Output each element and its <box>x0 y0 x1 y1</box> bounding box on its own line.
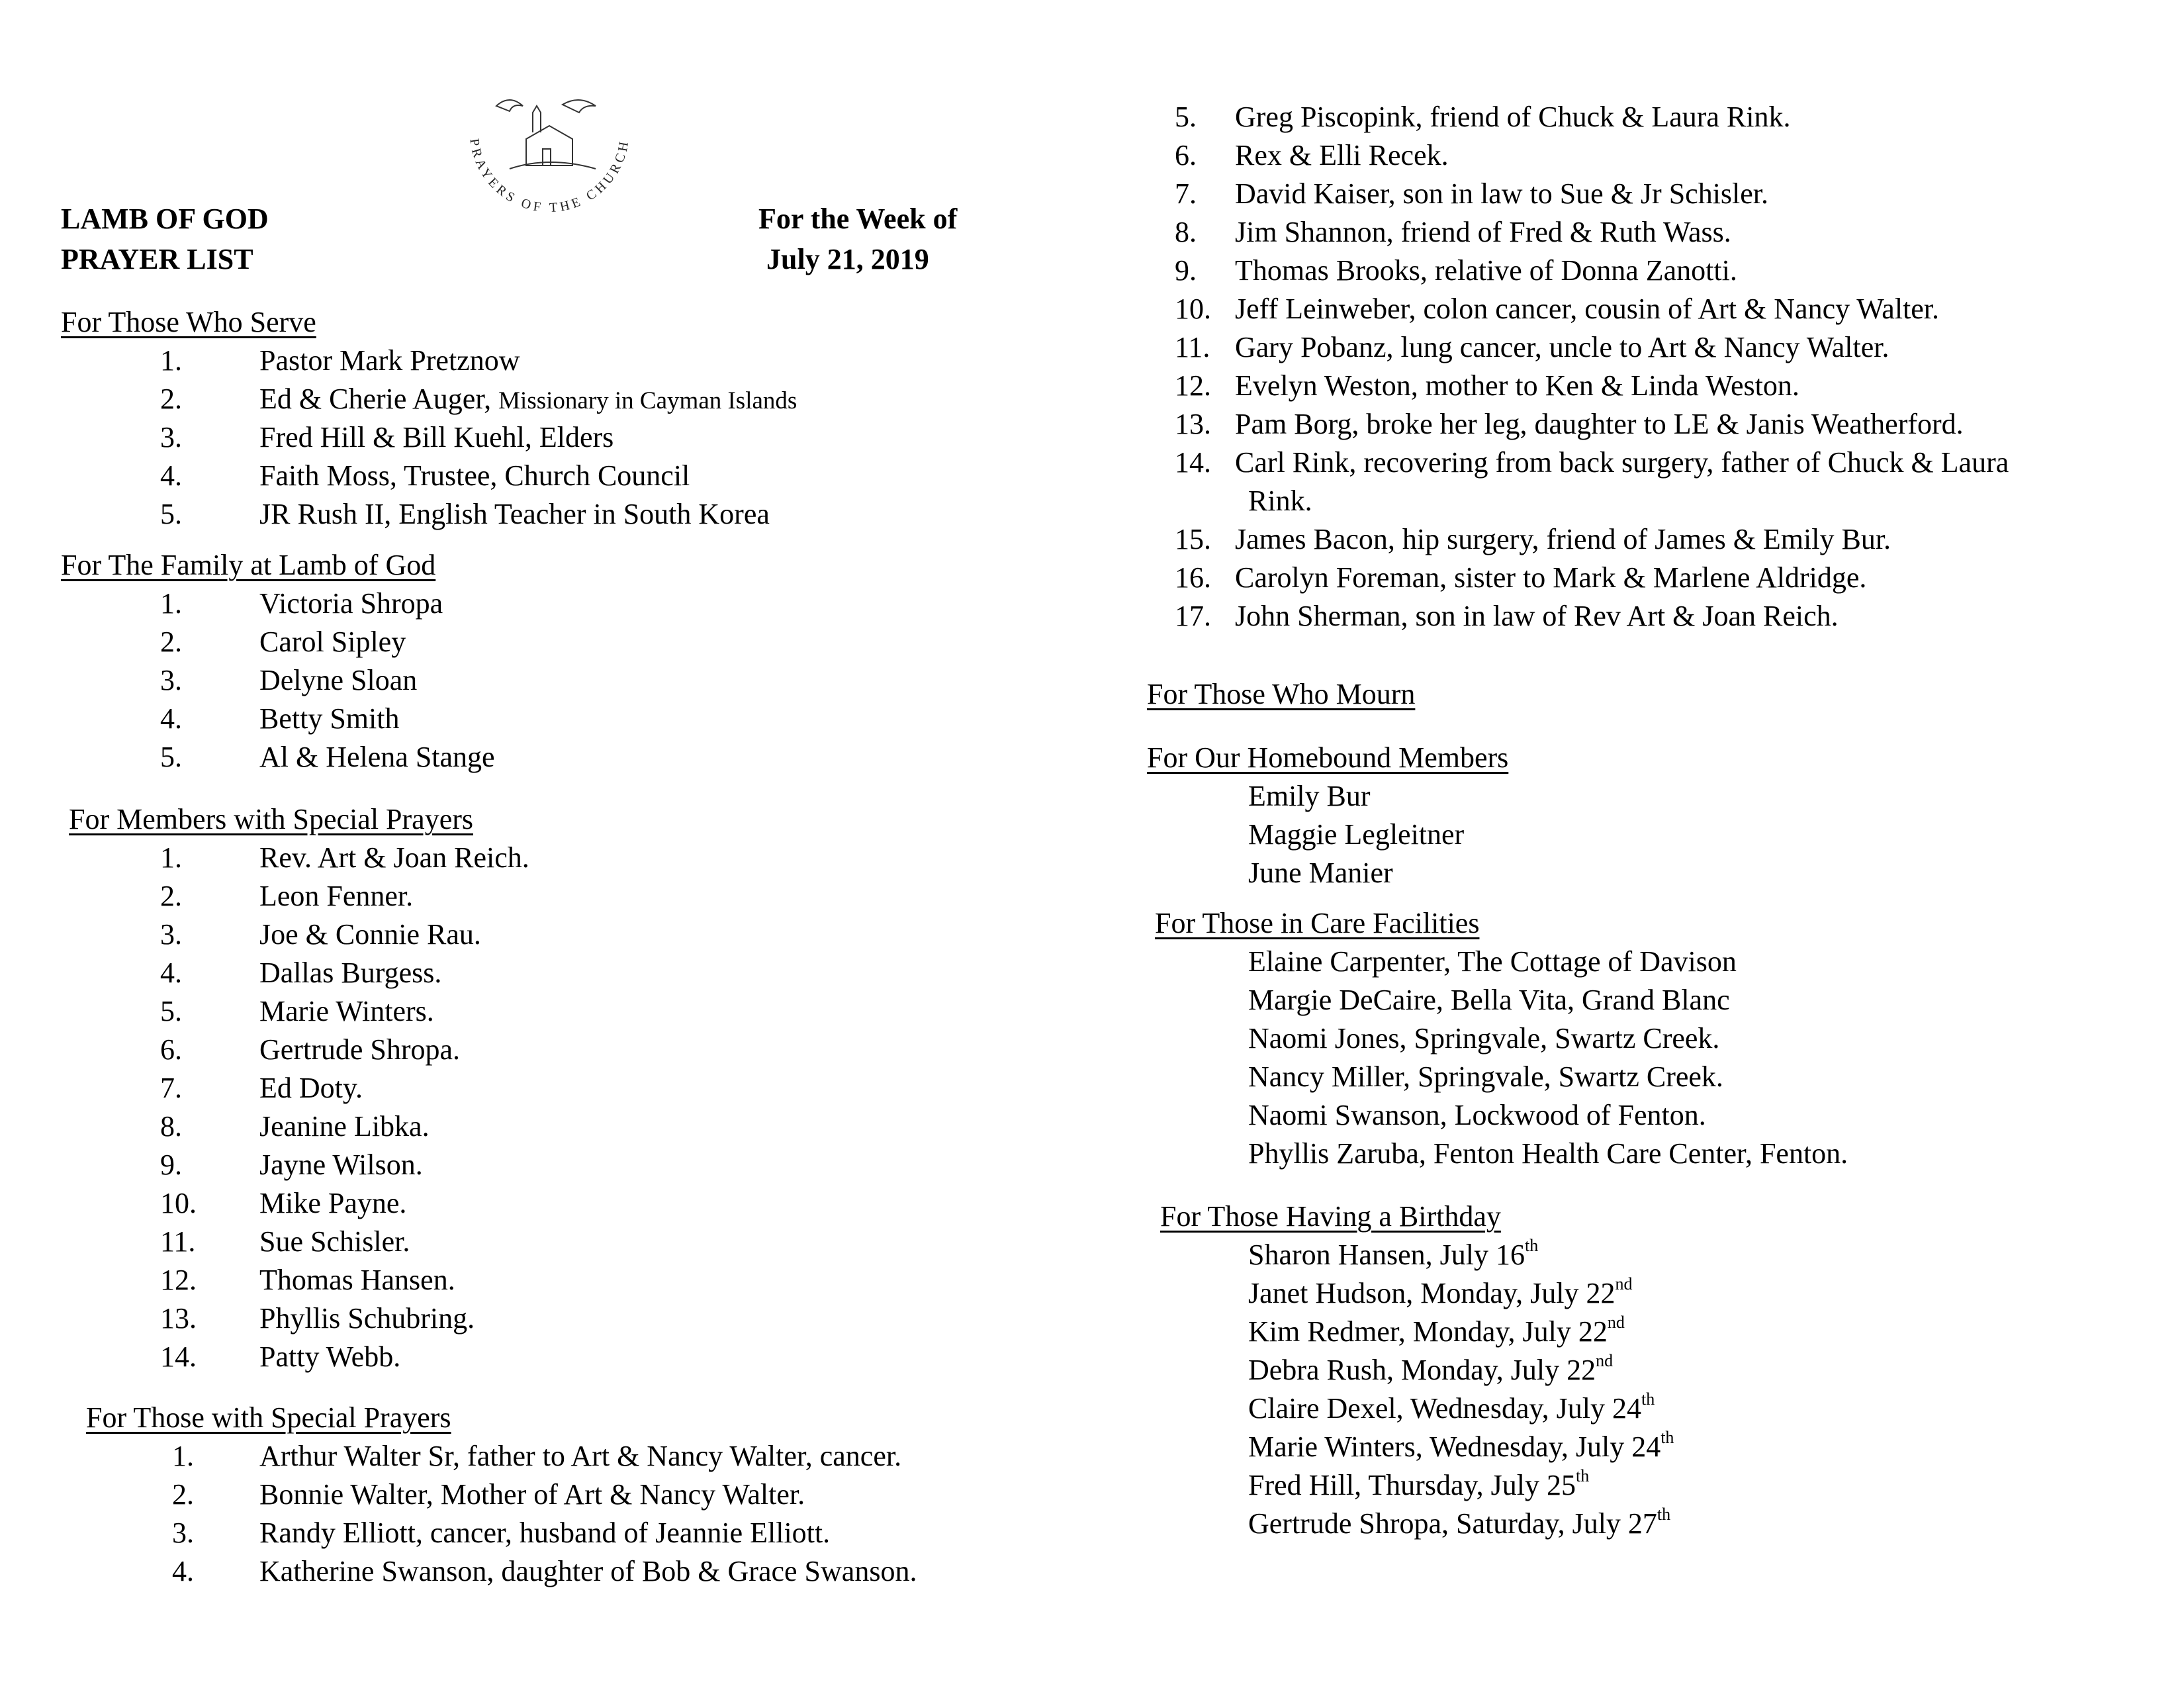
list-item-number: 4. <box>160 702 182 735</box>
week-label: For the Week of <box>758 203 958 235</box>
birthday-ordinal: nd <box>1615 1274 1633 1294</box>
list-item-number: 1. <box>160 587 182 620</box>
list-item-text: David Kaiser, son in law to Sue & Jr Schisler. <box>1235 177 1769 210</box>
birthday-text: Janet Hudson, Monday, July 22 <box>1248 1277 1615 1309</box>
list-item-number: 4. <box>160 459 182 492</box>
list-item-text: Bonnie Walter, Mother of Art & Nancy Walter. <box>259 1478 805 1511</box>
list-item-number: 17. <box>1175 600 1211 632</box>
section-heading-family: For The Family at Lamb of God <box>61 549 436 581</box>
list-item-number: 3. <box>160 918 182 951</box>
list-item-text: Ed Doty. <box>259 1072 363 1104</box>
list-item-number: 14. <box>1175 446 1211 479</box>
list-item-number: 10. <box>160 1187 197 1219</box>
list-item-number: 5. <box>160 995 182 1027</box>
list-item-number: 6. <box>160 1033 182 1066</box>
list-item-note: Missionary in Cayman Islands <box>498 387 797 414</box>
list-item-number: 1. <box>172 1440 194 1472</box>
section-heading-birthday: For Those Having a Birthday <box>1160 1200 1501 1233</box>
list-item-number: 1. <box>160 841 182 874</box>
list-item-text: Pam Borg, broke her leg, daughter to LE & Janis Weatherford. <box>1235 408 1964 440</box>
list-item-number: 2. <box>160 383 182 415</box>
list-item-text: Gertrude Shropa. <box>259 1033 461 1066</box>
list-item-text: Phyllis Schubring. <box>259 1302 475 1335</box>
section-heading-members: For Members with Special Prayers <box>69 803 473 835</box>
list-item-text: Al & Helena Stange <box>259 741 495 773</box>
list-item-text: Carol Sipley <box>259 626 406 658</box>
title-line1: LAMB OF GOD <box>61 203 269 235</box>
list-item-number: 7. <box>160 1072 182 1104</box>
list-item-number: 9. <box>1175 254 1197 287</box>
list-item-number: 7. <box>1175 177 1197 210</box>
section-heading-care: For Those in Care Facilities <box>1155 907 1480 939</box>
list-item-text: Joe & Connie Rau. <box>259 918 481 951</box>
list-item: June Manier <box>1248 857 1393 889</box>
week-date: July 21, 2019 <box>766 243 929 275</box>
list-item-text: JR Rush II, English Teacher in South Korea <box>259 498 770 530</box>
list-item-number: 2. <box>160 626 182 658</box>
list-item-number: 10. <box>1175 293 1211 325</box>
birthday-text: Sharon Hansen, July 16 <box>1248 1239 1525 1271</box>
birthday-ordinal: nd <box>1607 1313 1625 1333</box>
section-heading-homebound: For Our Homebound Members <box>1147 741 1509 774</box>
birthday-text: Fred Hill, Thursday, July 25 <box>1248 1469 1576 1501</box>
birthday-text: Marie Winters, Wednesday, July 24 <box>1248 1430 1661 1463</box>
list-item-text: Thomas Hansen. <box>259 1264 455 1296</box>
list-item <box>1248 1351 1614 1386</box>
list-item-number: 1. <box>160 344 182 377</box>
birthday-ordinal: th <box>1641 1389 1655 1409</box>
list-item-text: Mike Payne. <box>259 1187 407 1219</box>
list-item-number: 12. <box>1175 369 1211 402</box>
birthday-ordinal: th <box>1661 1428 1674 1448</box>
list-item-number: 12. <box>160 1264 197 1296</box>
list-item: Naomi Jones, Springvale, Swartz Creek. <box>1248 1022 1720 1055</box>
list-item: Margie DeCaire, Bella Vita, Grand Blanc <box>1248 984 1730 1016</box>
birthday-ordinal: th <box>1657 1505 1671 1524</box>
birthday-text: Kim Redmer, Monday, July 22 <box>1248 1315 1608 1348</box>
list-item-text: Jeanine Libka. <box>259 1110 430 1143</box>
list-item-number: 4. <box>160 957 182 989</box>
list-item-main: Ed & Cherie Auger, <box>259 383 499 415</box>
list-item-text: Jeff Leinweber, colon cancer, cousin of Art & Nancy Walter. <box>1235 293 1940 325</box>
list-item-number: 16. <box>1175 561 1211 594</box>
list-item-number: 8. <box>1175 216 1197 248</box>
list-item-text: Victoria Shropa <box>259 587 443 620</box>
list-item-text: Randy Elliott, cancer, husband of Jeannie Elliott. <box>259 1517 831 1549</box>
list-item-number: 6. <box>1175 139 1197 171</box>
list-item-text: Sue Schisler. <box>259 1225 410 1258</box>
birthday-ordinal: nd <box>1596 1351 1614 1371</box>
list-item-number: 11. <box>1175 331 1210 363</box>
list-item-number: 5. <box>160 741 182 773</box>
list-item-number: 3. <box>160 664 182 696</box>
prayers-of-the-church-logo <box>450 93 649 225</box>
birthday-text: Claire Dexel, Wednesday, July 24 <box>1248 1392 1641 1425</box>
list-item-text: Carl Rink, recovering from back surgery, father of Chuck & Laura <box>1235 446 2009 479</box>
list-item: Emily Bur <box>1248 780 1371 812</box>
list-item-text: Gary Pobanz, lung cancer, uncle to Art & Nancy Walter. <box>1235 331 1889 363</box>
list-item: Phyllis Zaruba, Fenton Health Care Center, Fenton. <box>1248 1137 1848 1170</box>
logo-text: PRAYERS OF THE CHURCH <box>467 137 632 216</box>
list-item <box>1248 1313 1625 1348</box>
list-item-text: Fred Hill & Bill Kuehl, Elders <box>259 421 614 453</box>
list-item-text: Jayne Wilson. <box>259 1149 423 1181</box>
list-item-number: 5. <box>160 498 182 530</box>
list-item <box>1248 1428 1674 1463</box>
list-item-text: Thomas Brooks, relative of Donna Zanotti. <box>1235 254 1737 287</box>
list-item-text: Carolyn Foreman, sister to Mark & Marlene Aldridge. <box>1235 561 1867 594</box>
list-item-number: 3. <box>172 1517 194 1549</box>
list-item: Nancy Miller, Springvale, Swartz Creek. <box>1248 1060 1723 1093</box>
birthday-ordinal: th <box>1524 1236 1539 1256</box>
list-item <box>1248 1466 1590 1501</box>
list-item-text <box>259 385 797 414</box>
birthday-text: Gertrude Shropa, Saturday, July 27 <box>1248 1507 1657 1540</box>
list-item-continuation: Rink. <box>1248 485 1312 517</box>
list-item-text: Katherine Swanson, daughter of Bob & Grace Swanson. <box>259 1555 917 1587</box>
list-item-number: 3. <box>160 421 182 453</box>
section-heading-special: For Those with Special Prayers <box>86 1401 451 1434</box>
list-item-number: 4. <box>172 1555 194 1587</box>
birthday-ordinal: th <box>1575 1466 1590 1486</box>
list-item-text: Marie Winters. <box>259 995 434 1027</box>
list-item-number: 14. <box>160 1340 197 1373</box>
list-item-text: Delyne Sloan <box>259 664 418 696</box>
birthday-text: Debra Rush, Monday, July 22 <box>1248 1354 1596 1386</box>
list-item-text: Arthur Walter Sr, father to Art & Nancy Walter, cancer. <box>259 1440 902 1472</box>
list-item-number: 15. <box>1175 523 1211 555</box>
section-heading-mourn: For Those Who Mourn <box>1147 678 1416 710</box>
list-item-text: Greg Piscopink, friend of Chuck & Laura Rink. <box>1235 101 1791 133</box>
list-item-number: 13. <box>160 1302 197 1335</box>
list-item-text: Rev. Art & Joan Reich. <box>259 841 529 874</box>
list-item-text: Evelyn Weston, mother to Ken & Linda Weston. <box>1235 369 1799 402</box>
list-item-text: James Bacon, hip surgery, friend of James & Emily Bur. <box>1235 523 1891 555</box>
section-heading-serve: For Those Who Serve <box>61 306 316 338</box>
list-item-text: Betty Smith <box>259 702 400 735</box>
list-item: Naomi Swanson, Lockwood of Fenton. <box>1248 1099 1706 1131</box>
list-item-number: 13. <box>1175 408 1211 440</box>
list-item-text: Patty Webb. <box>259 1340 401 1373</box>
list-item <box>1248 1236 1539 1271</box>
list-item-text: Pastor Mark Pretznow <box>259 344 520 377</box>
title-line2: PRAYER LIST <box>61 243 253 275</box>
list-item-text: John Sherman, son in law of Rev Art & Joan Reich. <box>1235 600 1839 632</box>
list-item-text: Dallas Burgess. <box>259 957 442 989</box>
list-item: Maggie Legleitner <box>1248 818 1465 851</box>
list-item: Elaine Carpenter, The Cottage of Davison <box>1248 945 1737 978</box>
list-item-number: 2. <box>160 880 182 912</box>
list-item-number: 11. <box>160 1225 196 1258</box>
list-item-number: 9. <box>160 1149 182 1181</box>
list-item-text: Faith Moss, Trustee, Church Council <box>259 459 690 492</box>
list-item <box>1248 1389 1655 1425</box>
list-item-text: Leon Fenner. <box>259 880 414 912</box>
list-item-number: 8. <box>160 1110 182 1143</box>
list-item <box>1248 1505 1671 1540</box>
list-item <box>1248 1274 1633 1309</box>
list-item-number: 2. <box>172 1478 194 1511</box>
list-item-text: Rex & Elli Recek. <box>1235 139 1449 171</box>
list-item-number: 5. <box>1175 101 1197 133</box>
list-item-text: Jim Shannon, friend of Fred & Ruth Wass. <box>1235 216 1731 248</box>
